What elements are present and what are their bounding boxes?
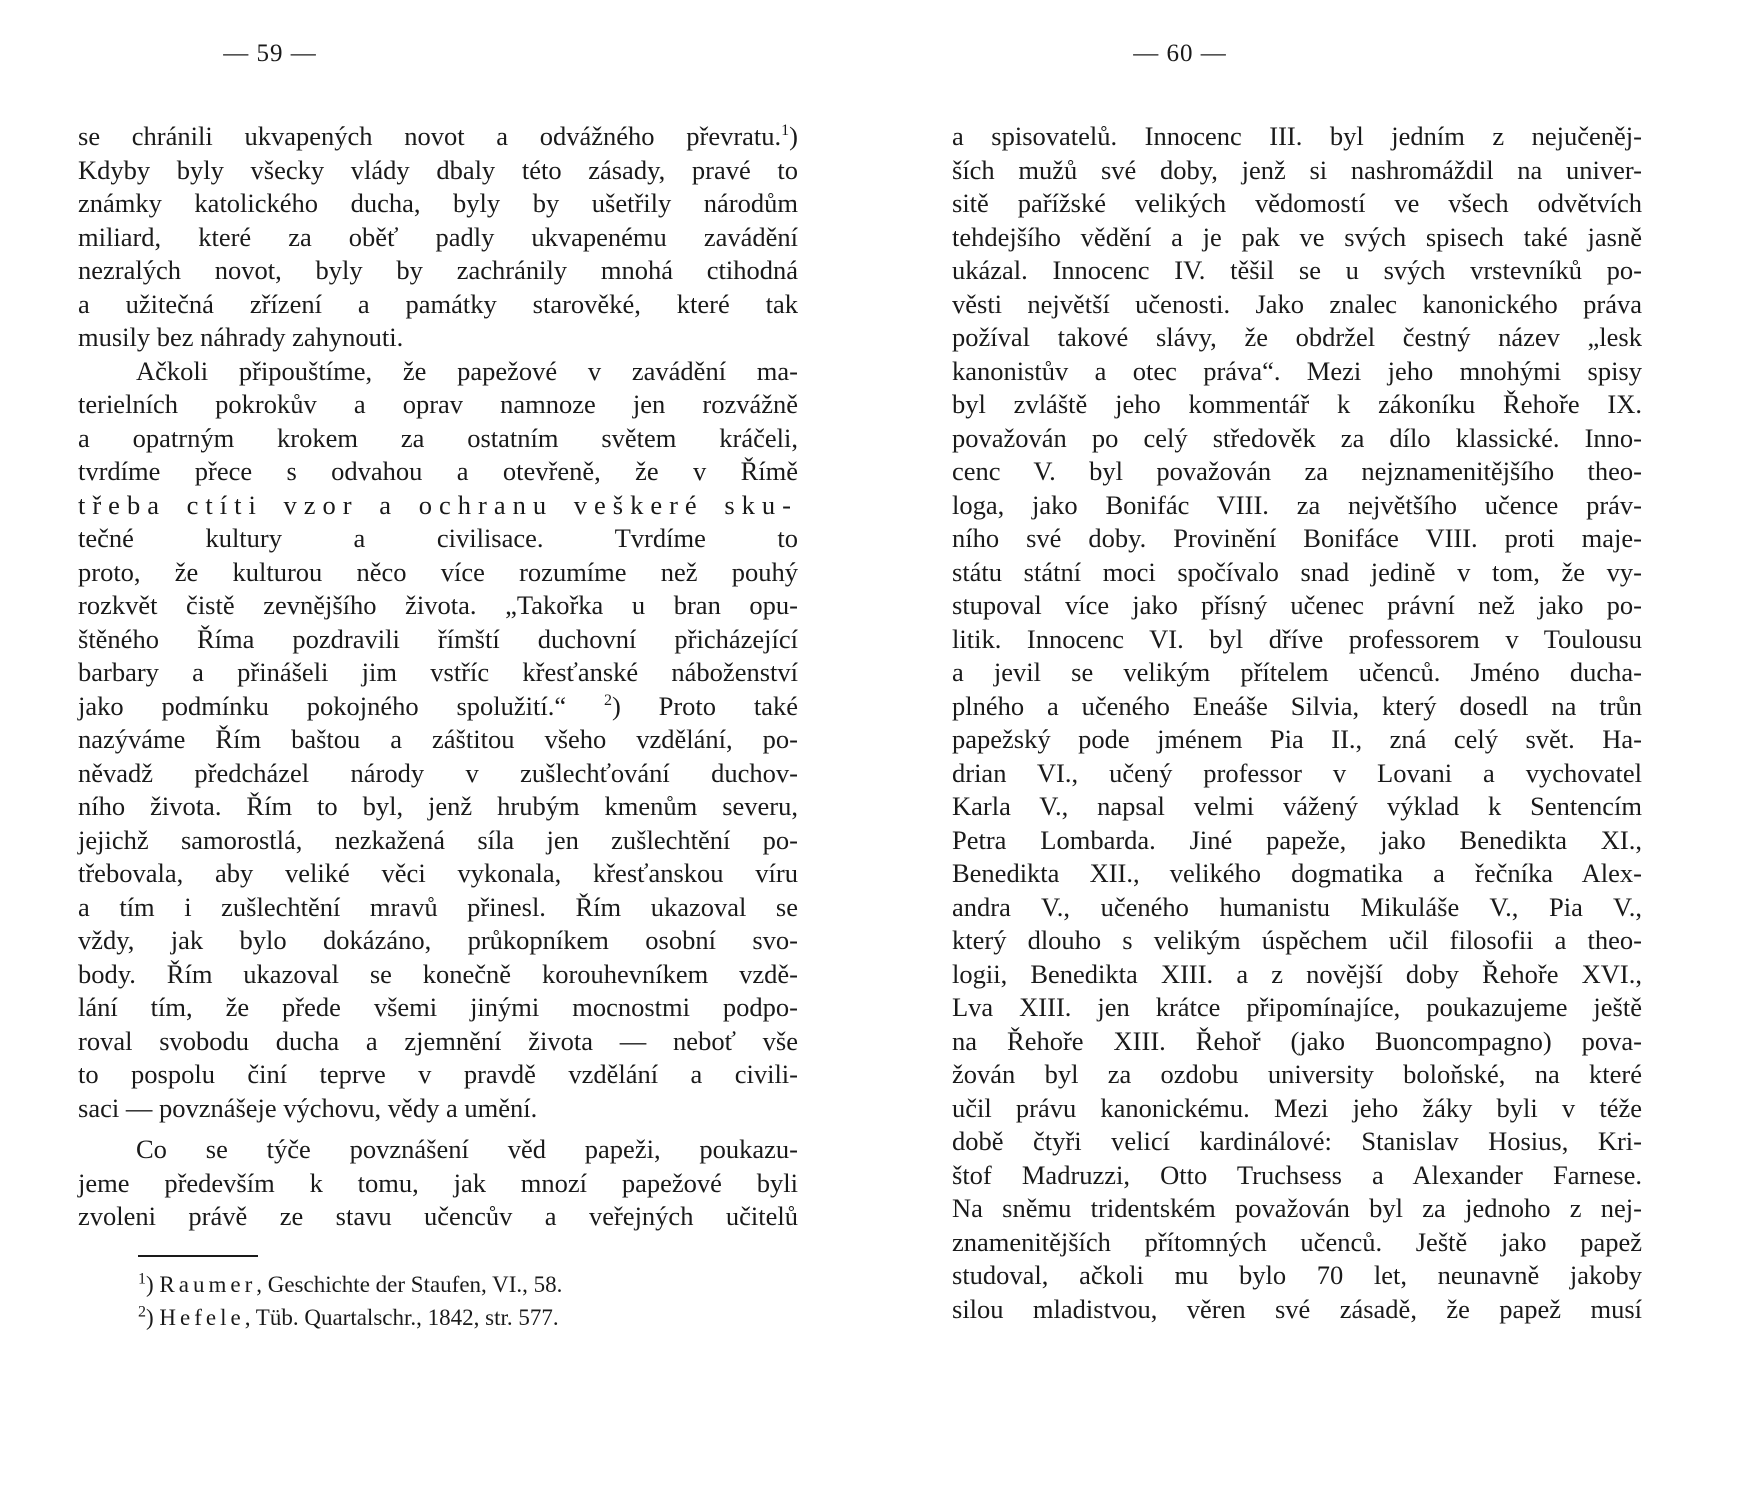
footnote-citation: , Tüb. Quartalschr., 1842, str. 577. — [244, 1305, 559, 1330]
text-line: považován po celý středověk za dílo klassické. Inno- — [952, 422, 1642, 453]
text-line: nezralých novot, byly by zachránily mnohá ctihodná — [78, 255, 798, 285]
text-line: žován byl za ozdobu university boloňské, na které — [952, 1059, 1642, 1089]
text-line: známky katolického ducha, byly by ušetřily národům — [78, 188, 798, 218]
text-line: zvoleni právě ze stavu učencův a veřejných učitelů — [78, 1201, 798, 1231]
footnote-marker: 2 — [603, 691, 612, 709]
text-line: kanonistův a otec práva“. Mezi jeho mnohými spisy — [952, 355, 1642, 386]
text-line: státu státní moci spočívalo snad jedině v tom, že vy- — [952, 556, 1642, 587]
line-text: se chránili ukvapených novot a odvážného převratu. — [78, 121, 782, 151]
text-line: ších mužů své doby, jenž si nashromáždil na univer- — [952, 154, 1642, 185]
text-line: sitě pařížské velikých vědomostí ve všech odvětvích — [952, 188, 1642, 218]
text-line: logii, Benedikta XIII. a z novější doby Řehoře XVI., — [952, 958, 1642, 989]
page-body-text — [78, 120, 798, 1234]
line-text: jako podmínku pokojného spolužití.“ — [78, 690, 604, 721]
text-line: ního života. Řím to byl, jenž hrubým kmenům severu, — [78, 791, 798, 821]
footnote-author: Hefele — [159, 1305, 245, 1330]
text-line: učil právu kanonickému. Mezi jeho žáky byli v téže — [952, 1092, 1642, 1123]
text-line: požíval takové slávy, že obdržel čestný název „lesk — [952, 322, 1642, 352]
line-text: ) Proto také — [611, 690, 798, 721]
page-number: — 59 — — [223, 40, 317, 67]
footnote-paren: ) — [146, 1272, 160, 1297]
text-line: stupoval více jako přísný učenec právní než jako po- — [952, 590, 1642, 620]
text-line: andra V., učeného humanistu Mikuláše V., Pia V., — [952, 891, 1642, 922]
footnote-number: 2 — [138, 1303, 146, 1321]
text-line: nazýváme Řím baštou a záštitou všeho vzdělání, po- — [78, 724, 798, 754]
text-line: znamenitějších přítomných učenců. Ještě jako papež — [952, 1226, 1642, 1257]
text-line: terielních pokrokův a oprav namnoze jen rozvážně — [78, 389, 798, 419]
footnotes — [138, 1268, 738, 1334]
line-text: ) — [789, 121, 798, 151]
text-line: papežský pode jménem Pia II., zná celý svět. Ha- — [952, 724, 1642, 754]
footnote-marker: 1 — [781, 122, 790, 140]
text-line: roval svobodu ducha a zjemnění života — neboť vše — [78, 1025, 798, 1056]
text-line: tehdejšího vědění a je pak ve svých spisech také jasně — [952, 221, 1642, 252]
footnote-citation: , Geschichte der Staufen, VI., 58. — [256, 1272, 563, 1297]
text-line: silou mladistvou, věren své zásadě, že papež musí — [952, 1293, 1642, 1324]
text-line: Ačkoli připouštíme, že papežové v zavádění ma- — [136, 355, 798, 386]
text-line: štof Madruzzi, Otto Truchsess a Alexander Farnese. — [952, 1159, 1642, 1190]
text-line: třeba ctíti vzor a ochranu veškeré sku- — [78, 489, 798, 520]
page-body-text — [952, 120, 1642, 1326]
text-line: a užitečná zřízení a památky starověké, které tak — [78, 288, 798, 319]
text-line: a tím i zušlechtění mravů přinesl. Řím ukazoval se — [78, 891, 798, 922]
text-line: Karla V., napsal velmi vážený výklad k Sentencím — [952, 791, 1642, 821]
text-line: něvadž předcházel národy v zušlechťování duchov- — [78, 757, 798, 788]
text-line: Petra Lombarda. Jiné papeže, jako Benedikta XI., — [952, 824, 1642, 855]
text-line: cenc V. byl považován za nejznamenitějšího theo- — [952, 456, 1642, 486]
paragraph-gap — [78, 1125, 798, 1133]
page-number: — 60 — — [1133, 40, 1227, 67]
text-line: byl zvláště jeho kommentář k zákoníku Řehoře IX. — [952, 389, 1642, 419]
text-line: lání tím, že přede všemi jinými mocnostmi podpo- — [78, 992, 798, 1022]
text-line: Benedikta XII., velikého dogmatika a řečníka Alex- — [952, 858, 1642, 888]
text-line: plného a učeného Eneáše Silvia, který dosedl na trůn — [952, 690, 1642, 721]
text-line: jeme především k tomu, jak mnozí papežové byli — [78, 1167, 798, 1198]
text-line — [78, 690, 798, 724]
text-line: jejichž samorostlá, nezkažená síla jen zušlechtění po- — [78, 824, 798, 855]
text-line: ukázal. Innocenc IV. těšil se u svých vrstevníků po- — [952, 255, 1642, 285]
footnote — [138, 1301, 738, 1334]
text-line: ního své doby. Provinění Bonifáce VIII. proti maje- — [952, 523, 1642, 553]
text-line — [78, 120, 798, 154]
text-line: věsti největší učenosti. Jako znalec kanonického práva — [952, 288, 1642, 319]
text-line: vždy, jak bylo dokázáno, průkopníkem osobní svo- — [78, 925, 798, 955]
right-page — [870, 0, 1740, 1500]
text-line: štěného Říma pozdravili římští duchovní přicházející — [78, 623, 798, 654]
text-line: tvrdíme přece s odvahou a otevřeně, že v Římě — [78, 456, 798, 486]
text-line: Na sněmu tridentském považován byl za jednoho z nej- — [952, 1193, 1642, 1223]
text-line: body. Řím ukazoval se konečně korouhevníkem vzdě- — [78, 958, 798, 989]
text-line: který dlouho s velikým úspěchem učil filosofii a theo- — [952, 925, 1642, 955]
text-line: litik. Innocenc VI. byl dříve professorem v Toulousu — [952, 623, 1642, 654]
footnote-author: Raumer — [159, 1272, 257, 1297]
text-line: době čtyři velicí kardinálové: Stanislav Hosius, Kri- — [952, 1126, 1642, 1156]
text-line: tečné kultury a civilisace. Tvrdíme to — [78, 523, 798, 553]
text-line: proto, že kulturou něco více rozumíme než pouhý — [78, 556, 798, 587]
footnote-rule — [138, 1255, 258, 1257]
text-line: musily bez náhrady zahynouti. — [78, 322, 404, 352]
text-line: a jevil se velikým přítelem učenců. Jméno ducha- — [952, 657, 1642, 687]
text-line: třebovala, aby veliké věci vykonala, křesťanskou víru — [78, 858, 798, 888]
text-line: na Řehoře XIII. Řehoř (jako Buoncompagno) pova- — [952, 1025, 1642, 1056]
text-line: miliard, které za oběť padly ukvapenému zavádění — [78, 221, 798, 252]
text-line: saci — povznášeje výchovu, vědy a umění. — [78, 1092, 538, 1123]
text-line: to pospolu činí teprve v pravdě vzdělání a civili- — [78, 1059, 798, 1089]
footnote-paren: ) — [146, 1305, 160, 1330]
footnote-number: 1 — [138, 1270, 146, 1288]
footnote — [138, 1268, 738, 1301]
text-line: Co se týče povznášení věd papeži, poukazu- — [136, 1134, 798, 1164]
text-line: barbary a přinášeli jim vstříc křesťanské náboženství — [78, 657, 798, 687]
text-line: a opatrným krokem za ostatním světem kráčeli, — [78, 422, 798, 453]
text-line: Kdyby byly všecky vlády dbaly této zásady, pravé to — [78, 154, 798, 185]
text-line: rozkvět čistě zevnějšího života. „Takořka u bran opu- — [78, 590, 798, 620]
text-line: a spisovatelů. Innocenc III. byl jedním z nejučeněj- — [952, 121, 1642, 151]
text-line: Lva XIII. jen krátce připomínajíce, poukazujeme ještě — [952, 992, 1642, 1022]
text-line: drian VI., učený professor v Lovani a vychovatel — [952, 757, 1642, 788]
text-line: studoval, ačkoli mu bylo 70 let, neunavně jakoby — [952, 1260, 1642, 1290]
text-line: loga, jako Bonifác VIII. za největšího učence práv- — [952, 489, 1642, 520]
